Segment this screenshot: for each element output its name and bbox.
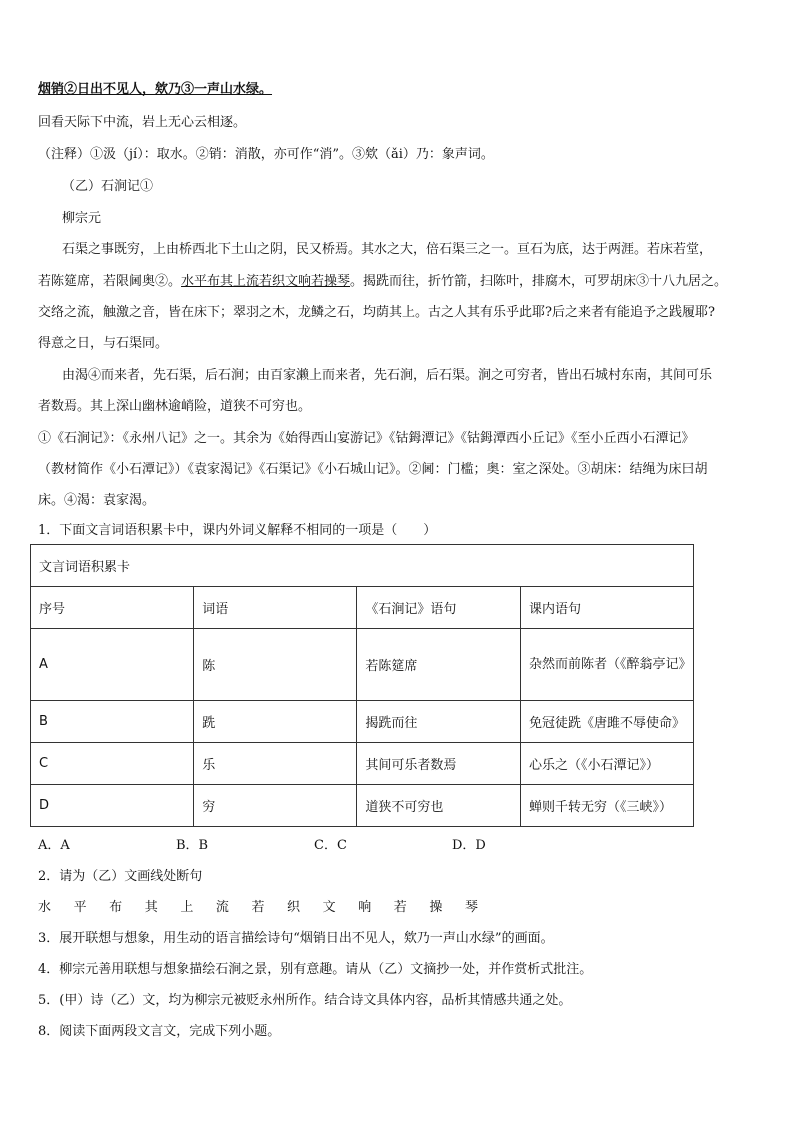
char: 织 <box>287 900 301 915</box>
question-8: 8．阅读下面两段文言文，完成下列小题。 <box>38 1024 281 1039</box>
row-b-textbook: 免冠徒跣《唐雎不辱使命》 <box>520 701 693 743</box>
header-index: 序号 <box>31 587 194 629</box>
option-c[interactable]: C．C <box>314 838 347 853</box>
passage-p1-line1: 石渠之事既穷，上由桥西北下土山之阴，民又桥焉。其水之大，倍石渠三之一。亘石为底，达于两涯。若床若堂， <box>62 242 713 257</box>
passage-p2-line2: 者数焉。其上深山幽林逾峭险，道狭不可穷也。 <box>38 399 312 414</box>
char: 文 <box>322 900 336 915</box>
char: 布 <box>109 900 123 915</box>
poem-line-1: 烟销②日出不见人，欸乃③一声山水绿。 <box>38 82 273 97</box>
sentence-break-chars <box>38 898 478 918</box>
row-d-textbook: 蝉则千转无穷（《三峡》） <box>520 785 693 827</box>
underlined-sentence: 水平布其上流若织文响若操琴 <box>181 274 351 289</box>
question-2-stem: 2．请为（乙）文画线处断句 <box>38 869 203 884</box>
poem-line-2: 回看天际下中流，岩上无心云相逐。 <box>38 115 247 130</box>
row-b-word: 跣 <box>194 701 357 743</box>
table-row <box>31 743 694 785</box>
footnote-line2: （教材简作《小石潭记》）《袁家渴记》《石渠记》《小石城山记》。②阃：门槛；奥：室之深处。③胡床：结绳为床曰胡 <box>38 462 708 477</box>
question-5: 5．(甲）诗（乙）文，均为柳宗元被贬永州所作。结合诗文具体内容，品析其情感共通之处。 <box>38 993 572 1008</box>
row-b-source: 揭跣而往 <box>357 701 521 743</box>
table-row <box>31 785 694 827</box>
question-1-stem: 1．下面文言词语积累卡中，课内外词义解释不相同的一项是（ ） <box>38 523 437 538</box>
question-3: 3．展开联想与想象，用生动的语言描绘诗句“烟销日出不见人，欸乃一声山水绿”的画面。 <box>38 931 554 946</box>
footnote-line1: ①《石涧记》：《永州八记》之一。其余为《始得西山宴游记》《钴鉧潭记》《钴鉧潭西小丘记》《至小丘西小石潭记》 <box>38 431 695 446</box>
table-row <box>31 701 694 743</box>
row-c-source: 其间可乐者数焉 <box>357 743 521 785</box>
passage-p1-line2-start: 若陈筵席，若限阃奥②。 <box>38 274 182 289</box>
char: 若 <box>251 900 265 915</box>
char: 平 <box>73 900 87 915</box>
passage-author: 柳宗元 <box>62 211 102 226</box>
header-textbook-sentence: 课内语句 <box>520 587 693 629</box>
poem-notes: （注释）①汲（jí）：取水。②销：消散，亦可作“消”。③欸（ǎi）乃：象声词。 <box>38 147 494 162</box>
passage-p2-line1: 由渴④而来者，先石渠，后石涧；由百家濑上而来者，先石涧，后石渠。涧之可穷者，皆出石城村东南，其间可乐 <box>62 368 713 383</box>
option-a[interactable]: A．A <box>38 838 70 853</box>
table-header-row <box>31 587 694 629</box>
passage-heading: （乙）石涧记① <box>62 179 154 194</box>
vocab-card-table <box>30 544 694 827</box>
row-c-textbook: 心乐之（《小石潭记》） <box>520 743 693 785</box>
passage-p1-line3: 交络之流，触激之音，皆在床下；翠羽之木，龙鳞之石，均荫其上。古之人其有乐乎此耶?后之来者有能追予之践履耶? <box>38 305 715 320</box>
header-word: 词语 <box>194 587 357 629</box>
header-source-sentence: 《石涧记》语句 <box>357 587 521 629</box>
char: 若 <box>393 900 407 915</box>
option-d[interactable]: D．D <box>452 838 486 853</box>
row-a-word: 陈 <box>194 629 357 701</box>
row-d-index: D <box>31 785 194 827</box>
char: 琴 <box>464 900 478 915</box>
passage-p1-line4: 得意之日，与石渠同。 <box>38 336 169 351</box>
row-a-index: A <box>31 629 194 701</box>
row-a-textbook: 杂然而前陈者（《醉翁亭记》 <box>520 629 693 701</box>
option-b[interactable]: B．B <box>176 838 209 853</box>
passage-p1-line2 <box>38 272 727 292</box>
row-d-word: 穷 <box>194 785 357 827</box>
table-row <box>31 629 694 701</box>
row-b-index: B <box>31 701 194 743</box>
table-caption: 文言词语积累卡 <box>31 545 694 587</box>
char: 操 <box>429 900 443 915</box>
table-caption-row <box>31 545 694 587</box>
row-a-source: 若陈筵席 <box>357 629 521 701</box>
question-4: 4．柳宗元善用联想与想象描绘石涧之景，别有意趣。请从（乙）文摘抄一处，并作赏析式批注。 <box>38 962 593 977</box>
char: 上 <box>180 900 194 915</box>
char: 水 <box>38 900 52 915</box>
footnote-line3: 床。④渴：袁家渴。 <box>38 493 156 508</box>
char: 其 <box>144 900 158 915</box>
row-d-source: 道狭不可穷也 <box>357 785 521 827</box>
char: 流 <box>215 900 229 915</box>
row-c-word: 乐 <box>194 743 357 785</box>
char: 响 <box>358 900 372 915</box>
passage-p1-line2-end: 。揭跣而往，折竹箭，扫陈叶，排腐木，可罗胡床③十八九居之。 <box>350 274 728 289</box>
row-c-index: C <box>31 743 194 785</box>
